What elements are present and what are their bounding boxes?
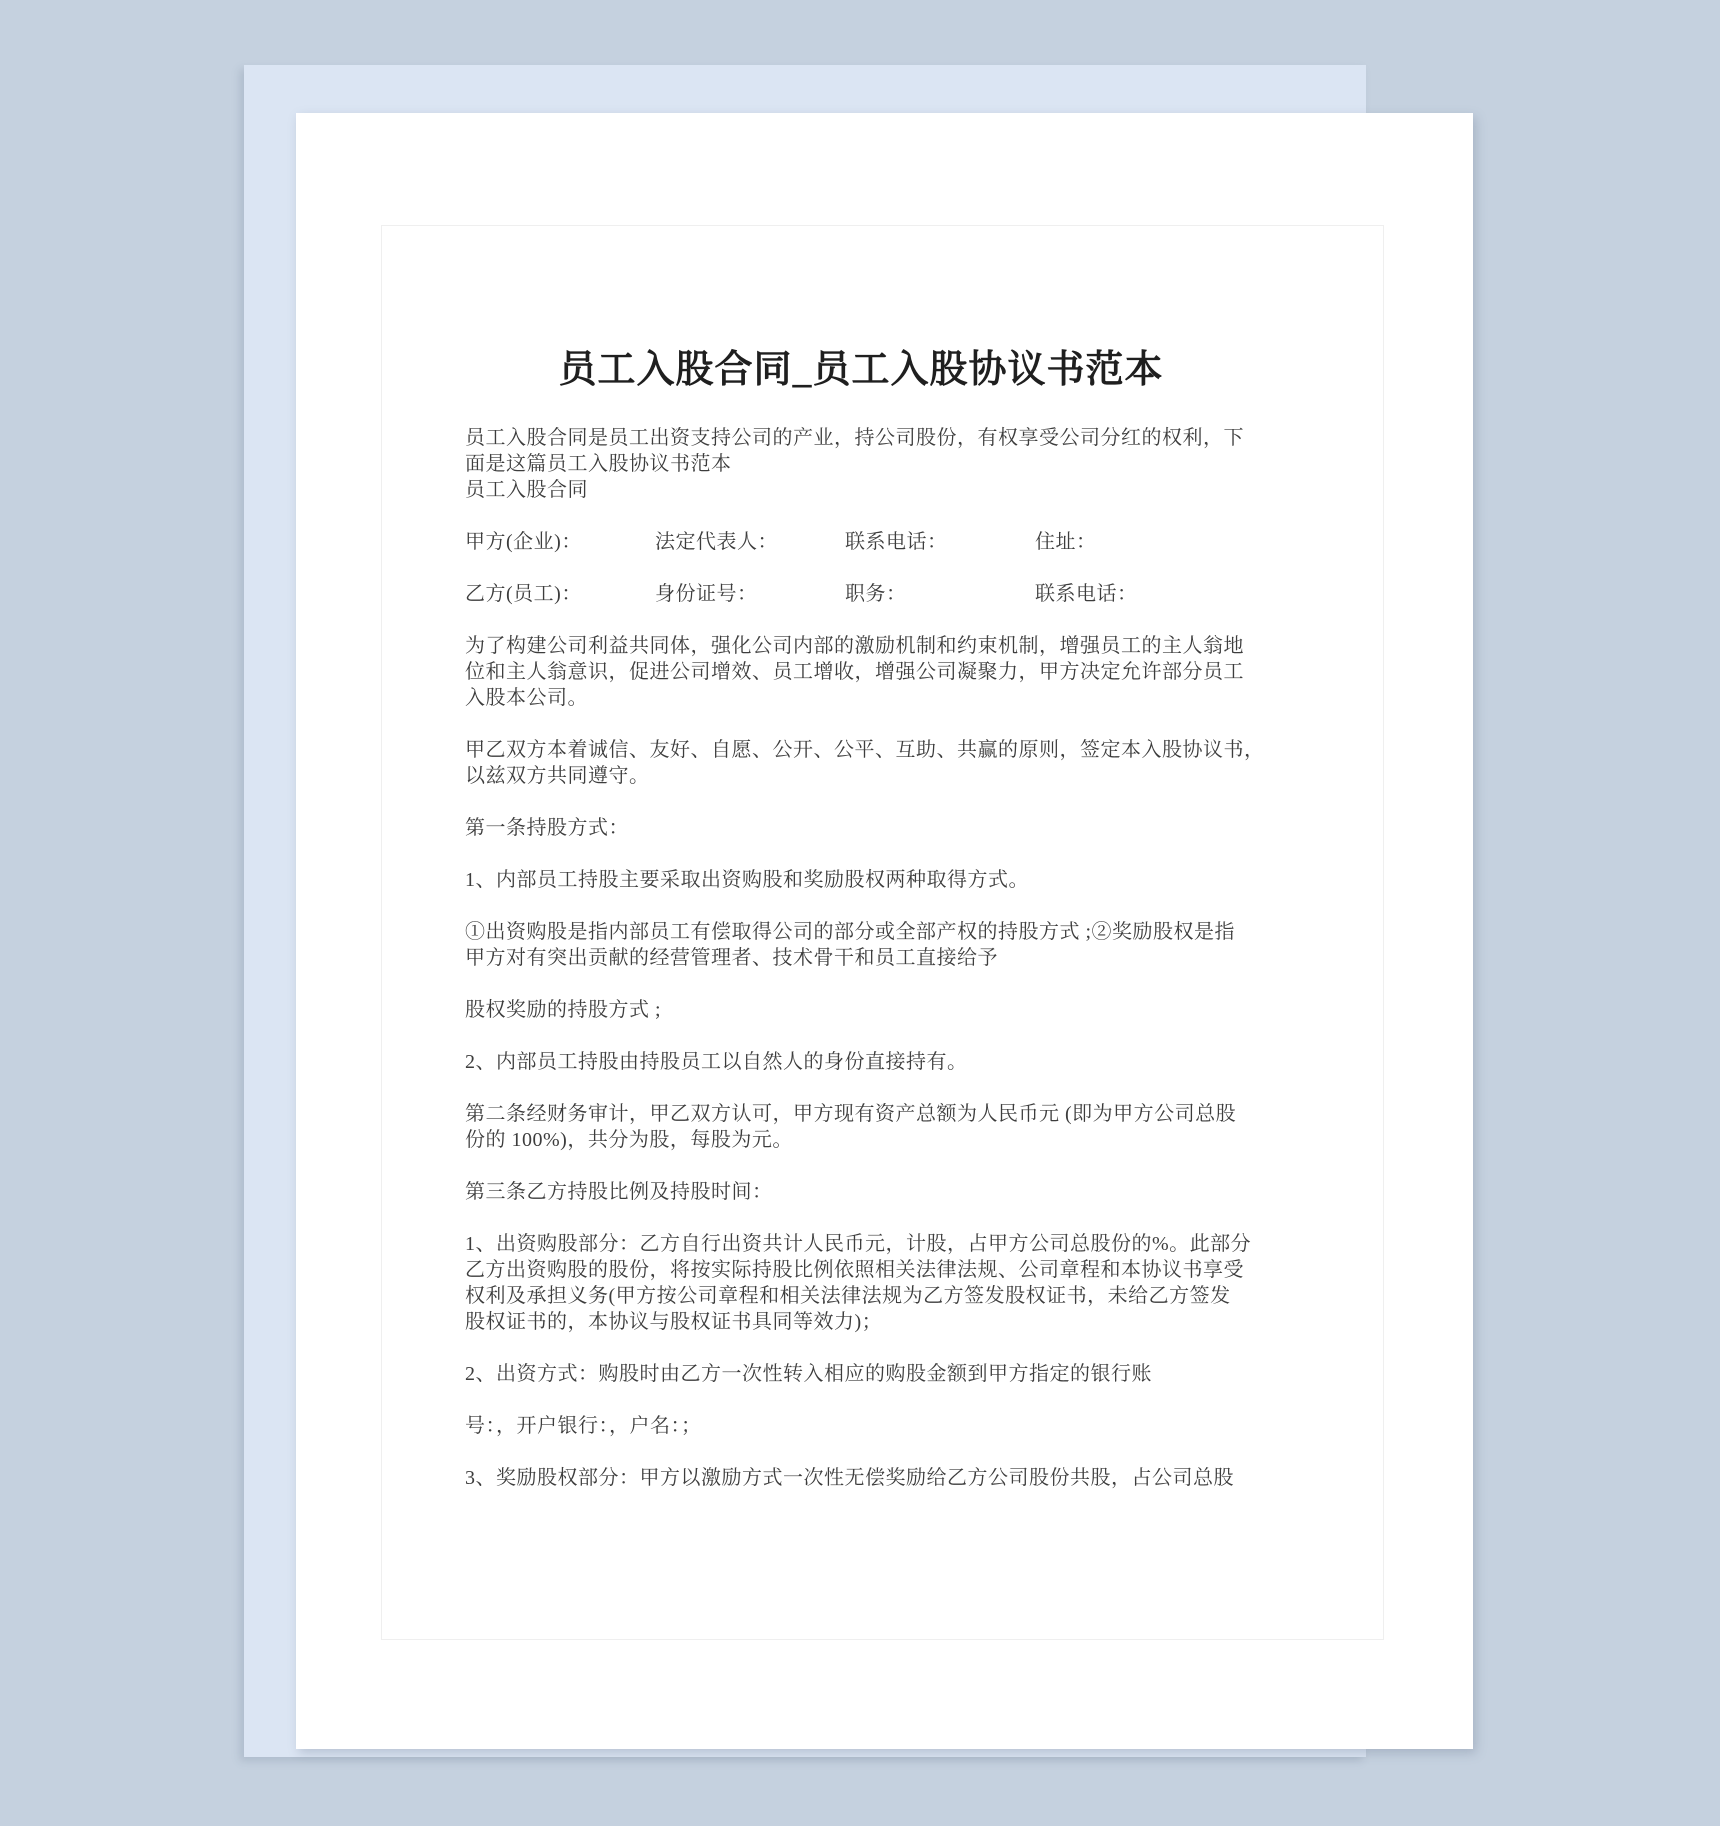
paragraph	[465, 867, 1257, 893]
paragraph-line: 权利及承担义务(甲方按公司章程和相关法律法规为乙方签发股权证书，未给乙方签发	[465, 1285, 1231, 1307]
paragraph	[465, 1049, 1257, 1075]
paragraph-line: 甲方对有突出贡献的经营管理者、技术骨干和员工直接给予	[465, 947, 998, 969]
field-label: 乙方(员工)：	[465, 583, 582, 605]
paragraph	[465, 1465, 1257, 1491]
paragraph-line: 1、内部员工持股主要采取出资购股和奖励股权两种取得方式。	[465, 869, 1029, 891]
document-body	[465, 425, 1265, 1491]
paragraph-line: 1、出资购股部分：乙方自行出资共计人民币元，计股，占甲方公司总股份的%。此部分	[465, 1233, 1252, 1255]
paragraph	[465, 425, 1257, 503]
paragraph-line: 第一条持股方式：	[465, 817, 629, 839]
paragraph-line: 第二条经财务审计，甲乙双方认可，甲方现有资产总额为人民币元 (即为甲方公司总股	[465, 1103, 1237, 1125]
paragraph-line: 份的 100%)，共分为股，每股为元。	[465, 1129, 793, 1151]
field-label: 法定代表人：	[655, 531, 778, 553]
paragraph-line: 员工入股合同是员工出资支持公司的产业，持公司股份，有权享受公司分红的权利，下	[465, 427, 1244, 449]
paragraph-line: 面是这篇员工入股协议书范本	[465, 453, 732, 475]
paragraph-line: 2、内部员工持股由持股员工以自然人的身份直接持有。	[465, 1051, 968, 1073]
paragraph	[465, 1361, 1257, 1387]
paragraph-line: 股权证书的，本协议与股权证书具同等效力)；	[465, 1311, 883, 1333]
paragraph-line: 位和主人翁意识，促进公司增效、员工增收，增强公司凝聚力，甲方决定允许部分员工	[465, 661, 1244, 683]
paragraph	[465, 633, 1257, 711]
field-label: 身份证号：	[655, 583, 758, 605]
paragraph	[465, 1413, 1257, 1439]
paragraph	[465, 737, 1265, 789]
field-label: 职务：	[845, 583, 907, 605]
paragraph-line: 3、奖励股权部分：甲方以激励方式一次性无偿奖励给乙方公司股份共股，占公司总股	[465, 1467, 1234, 1489]
field-label: 联系电话：	[845, 531, 948, 553]
paragraph	[465, 815, 1257, 841]
paragraph-line: 号：，开户银行：，户名：；	[465, 1415, 702, 1437]
paragraph	[465, 1101, 1257, 1153]
paragraph-line: 股权奖励的持股方式 ;	[465, 999, 662, 1021]
paragraph	[465, 997, 1257, 1023]
paragraph-line: ①出资购股是指内部员工有偿取得公司的部分或全部产权的持股方式 ;②奖励股权是指	[465, 921, 1236, 943]
paragraph-line: 第三条乙方持股比例及持股时间：	[465, 1181, 773, 1203]
fields-row	[465, 529, 1257, 555]
paragraph-line: 以兹双方共同遵守。	[465, 765, 650, 787]
paragraph-line: 为了构建公司利益共同体，强化公司内部的激励机制和约束机制，增强员工的主人翁地	[465, 635, 1244, 657]
paragraph-line: 乙方出资购股的股份，将按实际持股比例依照相关法律法规、公司章程和本协议书享受	[465, 1259, 1244, 1281]
field-label: 住址：	[1035, 531, 1097, 553]
fields-row	[465, 581, 1257, 607]
field-label: 甲方(企业)：	[465, 531, 582, 553]
paragraph-line: 员工入股合同	[465, 479, 588, 501]
paragraph-line: 甲乙双方本着诚信、友好、自愿、公开、公平、互助、共赢的原则，签定本入股协议书，	[465, 739, 1265, 761]
paragraph	[465, 1179, 1257, 1205]
paragraph	[465, 919, 1257, 971]
paragraph-line: 入股本公司。	[465, 687, 588, 709]
document-content	[465, 348, 1265, 1491]
paragraph-line: 2、出资方式：购股时由乙方一次性转入相应的购股金额到甲方指定的银行账	[465, 1363, 1152, 1385]
paragraph	[465, 1231, 1257, 1335]
document-title: 员工入股合同_员工入股协议书范本	[558, 349, 1164, 391]
document-page	[296, 113, 1473, 1749]
field-label: 联系电话：	[1035, 583, 1138, 605]
